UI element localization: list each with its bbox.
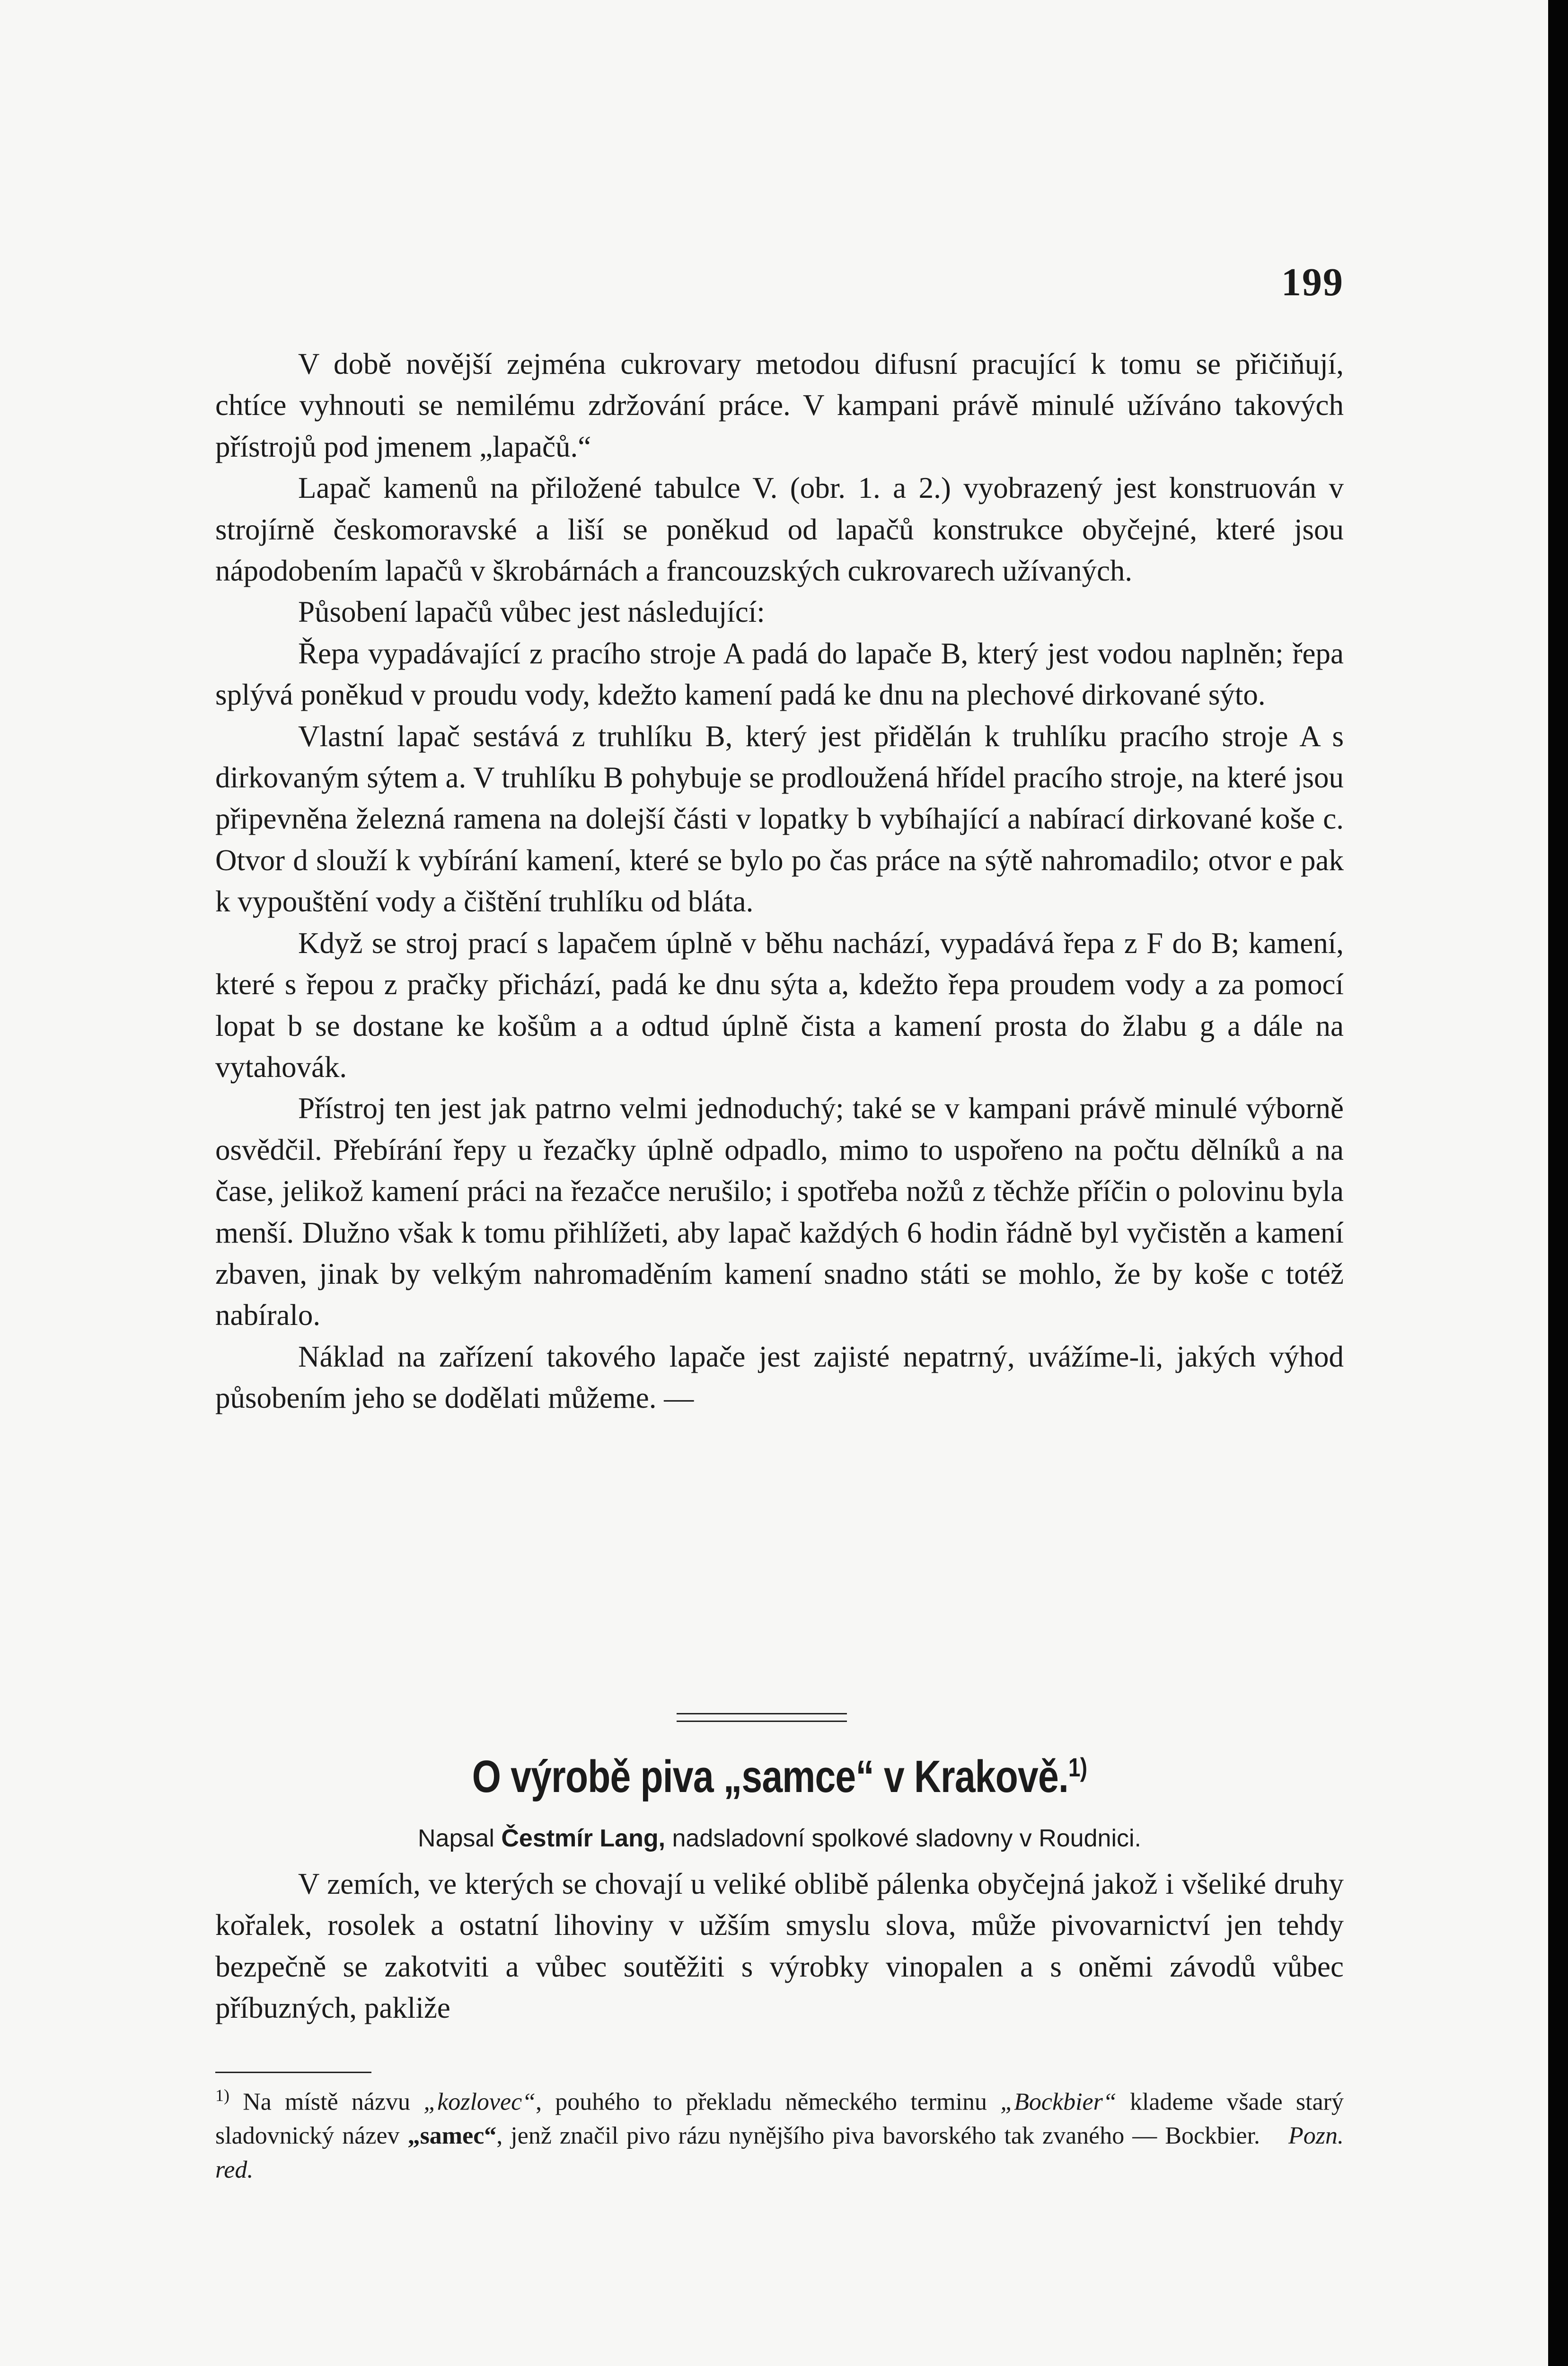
byline-prefix: Napsal bbox=[418, 1825, 494, 1852]
article-title bbox=[317, 1751, 1242, 1803]
author-name: Čestmír Lang, bbox=[501, 1825, 666, 1852]
article-paragraph-1: V zemích, ve kterých se chovají u veliké oblibě pálenka obyčejná jakož i všeliké druhy kořalek, rosolek a ostatní lihoviny v užším smyslu slova, může pivovarnictví jen tehdy bezpečně se zakotviti a vůbec soutěžiti s výrobky vinopalen a s oněmi závodů vůbec příbuzných, pakliže bbox=[215, 1867, 1344, 2025]
section-divider-top bbox=[677, 1713, 847, 1714]
paragraph-7: Přístroj ten jest jak patrno velmi jednoduchý; také se v kampani právě minulé výborně osvědčil. Přebírání řepy u řezačky úplně odpadlo, mimo to uspořeno na počtu dělníků a na čase, jelikož kamení práci na řezačce nerušilo; i spotřeba nožů z těchže příčin o polovinu byla menší. Dlužno však k tomu přihlížeti, aby lapač každých 6 hodin řádně byl vyčistěn a kamení zbaven, jinak by velkým nahromaděním kamení snadno státi se mohlo, že by koše c totéž nabíralo. bbox=[215, 1092, 1344, 1332]
footnote-text-d: , jenž značil pivo rázu nynějšího piva bavorského tak zvaného — Bockbier. bbox=[496, 2122, 1260, 2150]
footnote-term-kozlovec: „kozlovec“ bbox=[423, 2088, 536, 2116]
paragraph-6: Když se stroj prací s lapačem úplně v běhu nachází, vypadává řepa z F do B; kamení, které s řepou z pračky přichází, padá ke dnu sýta a, kdežto řepa proudem vody a za pomocí lopat b se dostane ke košům a a odtud úplně čista a kamení prosta do žlabu g a dále na vytahovák. bbox=[215, 926, 1344, 1084]
footnote-text-b: , pouhého to překladu německého terminu bbox=[536, 2088, 1001, 2116]
paragraph-2: Lapač kamenů na přiložené tabulce V. (obr. 1. a 2.) vyobrazený jest konstruován v strojírně českomoravské a liší se poněkud od lapačů konstrukce obyčejné, které jsou nápodobením lapačů v škrobárnách a francouzských cukrovarech užívaných. bbox=[215, 471, 1344, 588]
paragraph-5: Vlastní lapač sestává z truhlíku B, který jest přidělán k truhlíku pracího stroje A s dirkovaným sýtem a. V truhlíku B pohybuje se prodloužená hřídel pracího stroje, na které jsou připevněna železná ramena na dolejší části v lopatky b vybíhající a nabírací dirkované koše c. Otvor d slouží k vybírání kamení, které se bylo po čas práce na sýtě nahromadilo; otvor e pak k vypouštění vody a čištění truhlíku od bláta. bbox=[215, 719, 1344, 918]
footnote-term-bockbier: „Bockbier“ bbox=[1000, 2088, 1117, 2116]
footnote-mark: 1) bbox=[215, 2086, 229, 2105]
section-divider-bottom bbox=[677, 1721, 847, 1722]
paragraph-1: V době novější zejména cukrovary metodou difusní pracující k tomu se přičiňují, chtíce vyhnouti se nemilému zdržování práce. V kampani právě minulé užíváno takových přístrojů pod jmenem „lapačů.“ bbox=[215, 347, 1344, 463]
byline bbox=[215, 1824, 1344, 1853]
footnote-rule bbox=[215, 2072, 371, 2073]
footnote-text-c: klademe všade starý sladovnický název bbox=[215, 2088, 1344, 2150]
editor-note: Pozn. red. bbox=[215, 2122, 1344, 2184]
footnote-term-samec: „samec“ bbox=[407, 2122, 497, 2150]
main-text bbox=[215, 344, 1344, 1419]
paragraph-3: Působení lapačů vůbec jest následující: bbox=[298, 595, 765, 629]
footnote bbox=[215, 2078, 1344, 2187]
byline-affiliation: nadsladovní spolkové sladovny v Roudnici. bbox=[672, 1825, 1141, 1852]
paragraph-8: Náklad na zařízení takového lapače jest zajisté nepatrný, uvážíme-li, jakých výhod působením jeho se dodělati můžeme. — bbox=[215, 1340, 1344, 1415]
article-text bbox=[215, 1863, 1344, 2029]
paragraph-4: Řepa vypadávající z pracího stroje A padá do lapače B, který jest vodou naplněn; řepa splývá poněkud v proudu vody, kdežto kamení padá ke dnu na plechové dirkované sýto. bbox=[215, 636, 1344, 712]
footnote-text-a: Na místě názvu bbox=[243, 2088, 424, 2116]
page-number: 199 bbox=[1281, 260, 1344, 304]
title-footnote-mark: 1) bbox=[1068, 1752, 1087, 1782]
scan-edge bbox=[1548, 0, 1568, 2366]
article-title-text: O výrobě piva „samce“ v Krakově. bbox=[472, 1751, 1068, 1802]
